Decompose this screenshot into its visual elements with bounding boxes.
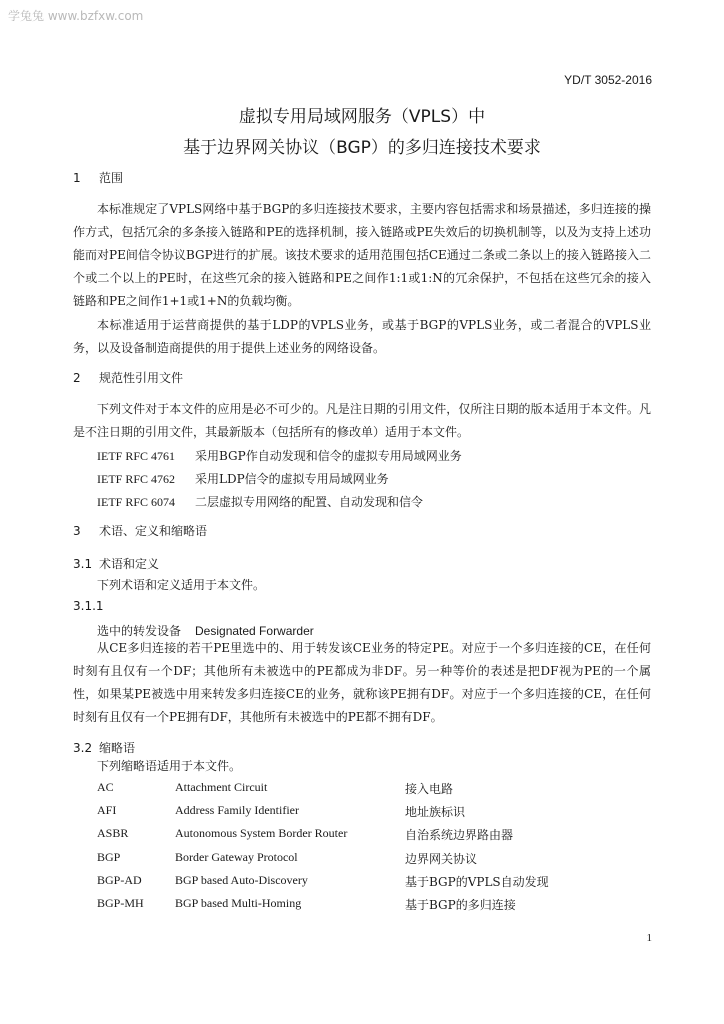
section-2-heading	[73, 369, 183, 386]
section-2-number: 2	[73, 371, 81, 385]
term-definition: 从CE多归连接的若干PE里选中的、用于转发该CE业务的特定PE。对应于一个多归连接的CE，在任何时刻有且仅有一个DF；其他所有未被选中的PE都成为非DF。另一种等价的表述是把DF视为PE的一个属性，如果某PE被选中用来转发多归连接CE的业务，就称该PE拥有DF。对应于一个多归连接的CE，在任何时刻有且仅有一个PE拥有DF，其他所有未被选中的PE都不拥有DF。	[73, 641, 651, 724]
title-line-2: 基于边界网关协议（BGP）的多归连接技术要求	[183, 138, 541, 158]
abbreviation-chinese: 基于BGP的VPLS自动发现	[405, 875, 549, 889]
section-3-number: 3	[73, 524, 81, 538]
document-number: YD/T 3052-2016	[564, 73, 652, 87]
watermark: 学兔兔 www.bzfxw.com	[8, 9, 144, 23]
abbreviation-english: Address Family Identifier	[175, 803, 299, 817]
reference-code: IETF RFC 6074	[97, 495, 176, 509]
section-1-paragraph-1: 本标准规定了VPLS网络中基于BGP的多归连接技术要求，主要内容包括需求和场景描述，多归连接的操作方式，包括冗余的多条接入链路和PE的选择机制，接入链路或PE失效后的切换机制等，以及为支持上述功能而对PE间信令协议BGP进行的扩展。该技术要求的适用范围包括CE通过二条或二条以上的接入链路接入二个或二个以上的PE时，在这些冗余的接入链路和PE之间作1:1或1:N的冗余保护，不包括在这些冗余的接入链路和PE之间作1+1或1+N的负载均衡。	[73, 202, 651, 308]
abbreviation: ASBR	[97, 826, 129, 840]
term-english: Designated Forwarder	[195, 624, 314, 638]
reference-code: IETF RFC 4761	[97, 449, 176, 463]
abbreviation-chinese: 边界网关协议	[405, 852, 478, 866]
section-1-number: 1	[73, 171, 81, 185]
section-1-heading	[73, 169, 123, 186]
abbreviation-english: Attachment Circuit	[175, 780, 268, 794]
reference-item	[97, 493, 423, 510]
abbreviation: BGP-MH	[97, 896, 144, 910]
abbreviation: BGP-AD	[97, 873, 142, 887]
reference-item	[97, 470, 389, 487]
section-1-paragraph-2: 本标准适用于运营商提供的基于LDP的VPLS业务，或基于BGP的VPLS业务，或二者混合的VPLS业务，以及设备制造商提供的用于提供上述业务的网络设备。	[73, 318, 651, 355]
section-3-heading	[73, 522, 207, 539]
reference-title: 采用BGP作自动发现和信令的虚拟专用局域网业务	[195, 449, 462, 463]
subsection-3-2-number: 3.2	[73, 741, 93, 755]
subsection-3-1-intro: 下列术语和定义适用于本文件。	[97, 578, 266, 592]
abbreviation-chinese: 接入电路	[405, 782, 454, 796]
page-number: 1	[646, 932, 652, 944]
term-chinese: 选中的转发设备	[97, 624, 182, 638]
subsection-3-1-title: 术语和定义	[99, 557, 160, 571]
subsection-3-2-heading	[73, 739, 135, 756]
abbreviation-english: Border Gateway Protocol	[175, 850, 298, 864]
title-line-1: 虚拟专用局域网服务（VPLS）中	[238, 107, 486, 127]
reference-code: IETF RFC 4762	[97, 472, 176, 486]
abbreviation: BGP	[97, 850, 121, 864]
abbreviation-english: BGP based Multi-Homing	[175, 896, 302, 910]
abbreviation: AC	[97, 780, 114, 794]
abbreviation: AFI	[97, 803, 117, 817]
reference-item	[97, 447, 462, 464]
subsection-3-2-intro: 下列缩略语适用于本文件。	[97, 759, 242, 773]
abbreviation-chinese: 自治系统边界路由器	[405, 828, 514, 842]
abbreviation-english: Autonomous System Border Router	[175, 826, 348, 840]
section-3-title: 术语、定义和缩略语	[99, 524, 208, 538]
term-number: 3.1.1	[73, 599, 104, 613]
section-2-paragraph: 下列文件对于本文件的应用是必不可少的。凡是注日期的引用文件，仅所注日期的版本适用于本文件。凡是不注日期的引用文件，其最新版本（包括所有的修改单）适用于本文件。	[73, 402, 651, 439]
abbreviation-english: BGP based Auto-Discovery	[175, 873, 308, 887]
abbreviation-chinese: 地址族标识	[405, 805, 466, 819]
reference-title: 二层虚拟专用网络的配置、自动发现和信令	[195, 495, 424, 509]
section-2-title: 规范性引用文件	[99, 371, 184, 385]
abbreviation-chinese: 基于BGP的多归连接	[405, 898, 516, 912]
subsection-3-1-heading	[73, 555, 159, 572]
subsection-3-2-title: 缩略语	[99, 741, 136, 755]
reference-title: 采用LDP信令的虚拟专用局域网业务	[195, 472, 389, 486]
subsection-3-1-number: 3.1	[73, 557, 93, 571]
section-1-title: 范围	[99, 171, 124, 185]
